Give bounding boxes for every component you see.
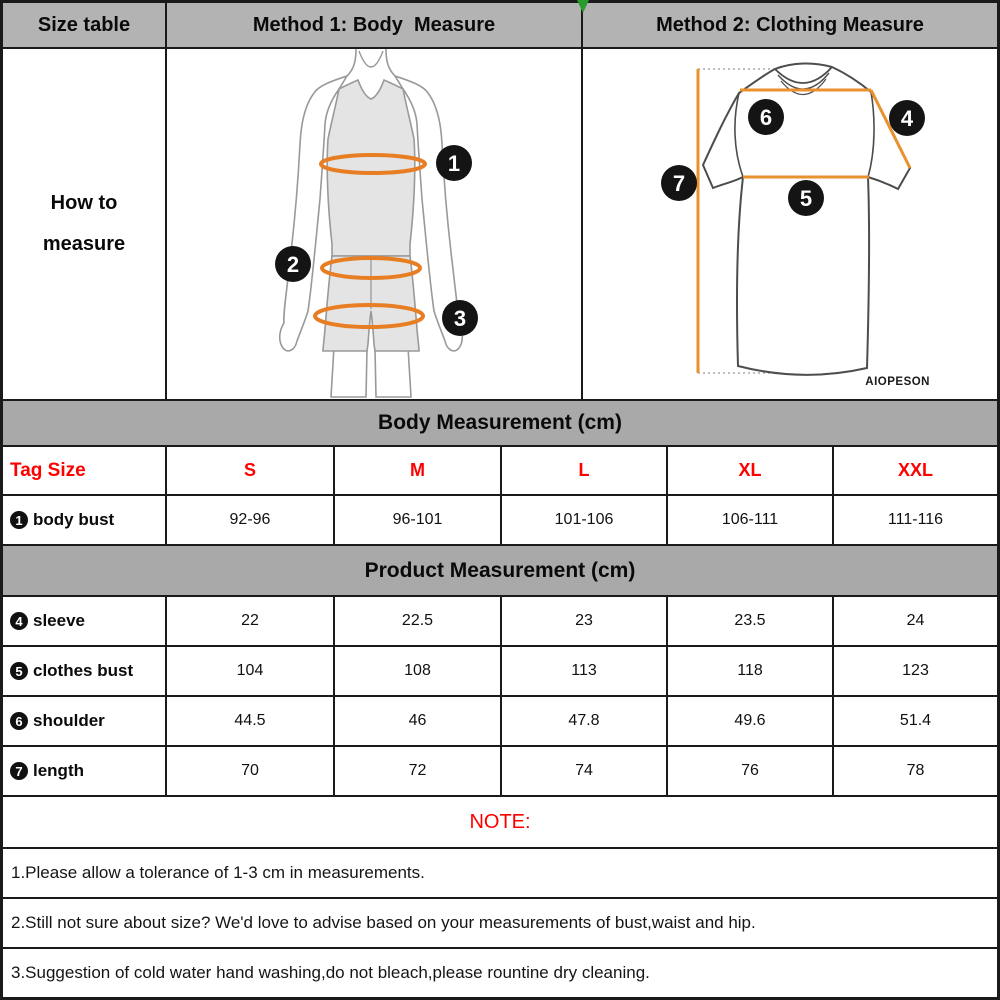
note-title: NOTE: bbox=[3, 797, 997, 847]
note-item-2: 2.Still not sure about size? We'd love to advise based on your measurements of bust,waist and hip. bbox=[3, 899, 997, 947]
body-measurement-title: Body Measurement (cm) bbox=[3, 401, 997, 445]
body-figure-svg bbox=[167, 49, 581, 399]
size-col-l: L bbox=[502, 447, 666, 494]
cell-value: 51.4 bbox=[834, 697, 997, 745]
cell-value: 23.5 bbox=[668, 597, 832, 645]
method1-header: Method 1: Body Measure bbox=[167, 3, 581, 47]
circled-6-icon: 6 bbox=[10, 712, 28, 730]
svg-text:5: 5 bbox=[799, 185, 813, 211]
note-item-3: 3.Suggestion of cold water hand washing,do not bleach,please rountine dry cleaning. bbox=[3, 949, 997, 997]
badge-2-icon bbox=[275, 246, 311, 282]
cell-value: 22.5 bbox=[335, 597, 500, 645]
clothing-measure-illustration bbox=[583, 49, 997, 399]
svg-text:3: 3 bbox=[453, 305, 467, 331]
cell-value: 47.8 bbox=[502, 697, 666, 745]
top-header-row bbox=[3, 3, 997, 47]
cell-value: 104 bbox=[167, 647, 333, 695]
badge-7-icon bbox=[661, 165, 697, 201]
note-item-1: 1.Please allow a tolerance of 1-3 cm in measurements. bbox=[3, 849, 997, 897]
illustration-row bbox=[3, 49, 997, 399]
row-label: shoulder bbox=[33, 711, 105, 730]
svg-text:4: 4 bbox=[900, 105, 914, 131]
cell-value: 78 bbox=[834, 747, 997, 795]
tshirt-figure-svg bbox=[583, 49, 997, 399]
badge-3-icon bbox=[442, 300, 478, 336]
cell-value: 70 bbox=[167, 747, 333, 795]
row-label: sleeve bbox=[33, 611, 85, 630]
badge-4-icon bbox=[889, 100, 925, 136]
brand-text: AIOPESON bbox=[865, 376, 930, 388]
table-row-body-bust bbox=[3, 496, 997, 544]
cell-value: 118 bbox=[668, 647, 832, 695]
cell-value: 74 bbox=[502, 747, 666, 795]
cell-value: 72 bbox=[335, 747, 500, 795]
cell-value: 123 bbox=[834, 647, 997, 695]
svg-text:6: 6 bbox=[759, 104, 773, 130]
table-row-clothes-bust bbox=[3, 647, 997, 695]
cell-value: 92-96 bbox=[167, 496, 333, 544]
how-to-measure-label: How to measure bbox=[3, 49, 165, 399]
row-label: clothes bust bbox=[33, 661, 134, 680]
tank-top bbox=[327, 80, 415, 256]
right-leg-outline bbox=[375, 347, 411, 397]
row-label: body bust bbox=[33, 510, 115, 529]
table-row-sleeve bbox=[3, 597, 997, 645]
product-measurement-title: Product Measurement (cm) bbox=[3, 546, 997, 595]
circled-1-icon: 1 bbox=[10, 511, 28, 529]
size-col-xl: XL bbox=[668, 447, 832, 494]
badge-1-icon bbox=[436, 145, 472, 181]
cell-value: 22 bbox=[167, 597, 333, 645]
tshirt-outline bbox=[703, 63, 910, 374]
svg-text:7: 7 bbox=[672, 170, 686, 196]
circled-4-icon: 4 bbox=[10, 612, 28, 630]
svg-text:1: 1 bbox=[447, 150, 461, 176]
cell-value: 23 bbox=[502, 597, 666, 645]
circled-5-icon: 5 bbox=[10, 662, 28, 680]
badge-5-icon bbox=[788, 180, 824, 216]
cell-value: 101-106 bbox=[502, 496, 666, 544]
circled-7-icon: 7 bbox=[10, 762, 28, 780]
size-col-s: S bbox=[167, 447, 333, 494]
badge-6-icon bbox=[748, 99, 784, 135]
body-measure-illustration bbox=[167, 49, 581, 399]
row-label: length bbox=[33, 761, 84, 780]
tag-size-header: Tag Size bbox=[3, 447, 165, 494]
cell-value: 76 bbox=[668, 747, 832, 795]
table-row-shoulder bbox=[3, 697, 997, 745]
cell-value: 108 bbox=[335, 647, 500, 695]
size-header-row bbox=[3, 447, 997, 494]
size-col-xxl: XXL bbox=[834, 447, 997, 494]
method2-header: Method 2: Clothing Measure bbox=[583, 3, 997, 47]
size-table-header: Size table bbox=[3, 3, 165, 47]
cell-value: 96-101 bbox=[335, 496, 500, 544]
cell-value: 44.5 bbox=[167, 697, 333, 745]
corner-green-marker bbox=[577, 0, 589, 13]
table-row-length bbox=[3, 747, 997, 795]
cell-value: 113 bbox=[502, 647, 666, 695]
cell-value: 49.6 bbox=[668, 697, 832, 745]
cell-value: 24 bbox=[834, 597, 997, 645]
cell-value: 111-116 bbox=[834, 496, 997, 544]
left-leg-outline bbox=[331, 347, 367, 397]
cell-value: 46 bbox=[335, 697, 500, 745]
size-col-m: M bbox=[335, 447, 500, 494]
cell-value: 106-111 bbox=[668, 496, 832, 544]
svg-text:2: 2 bbox=[286, 251, 300, 277]
